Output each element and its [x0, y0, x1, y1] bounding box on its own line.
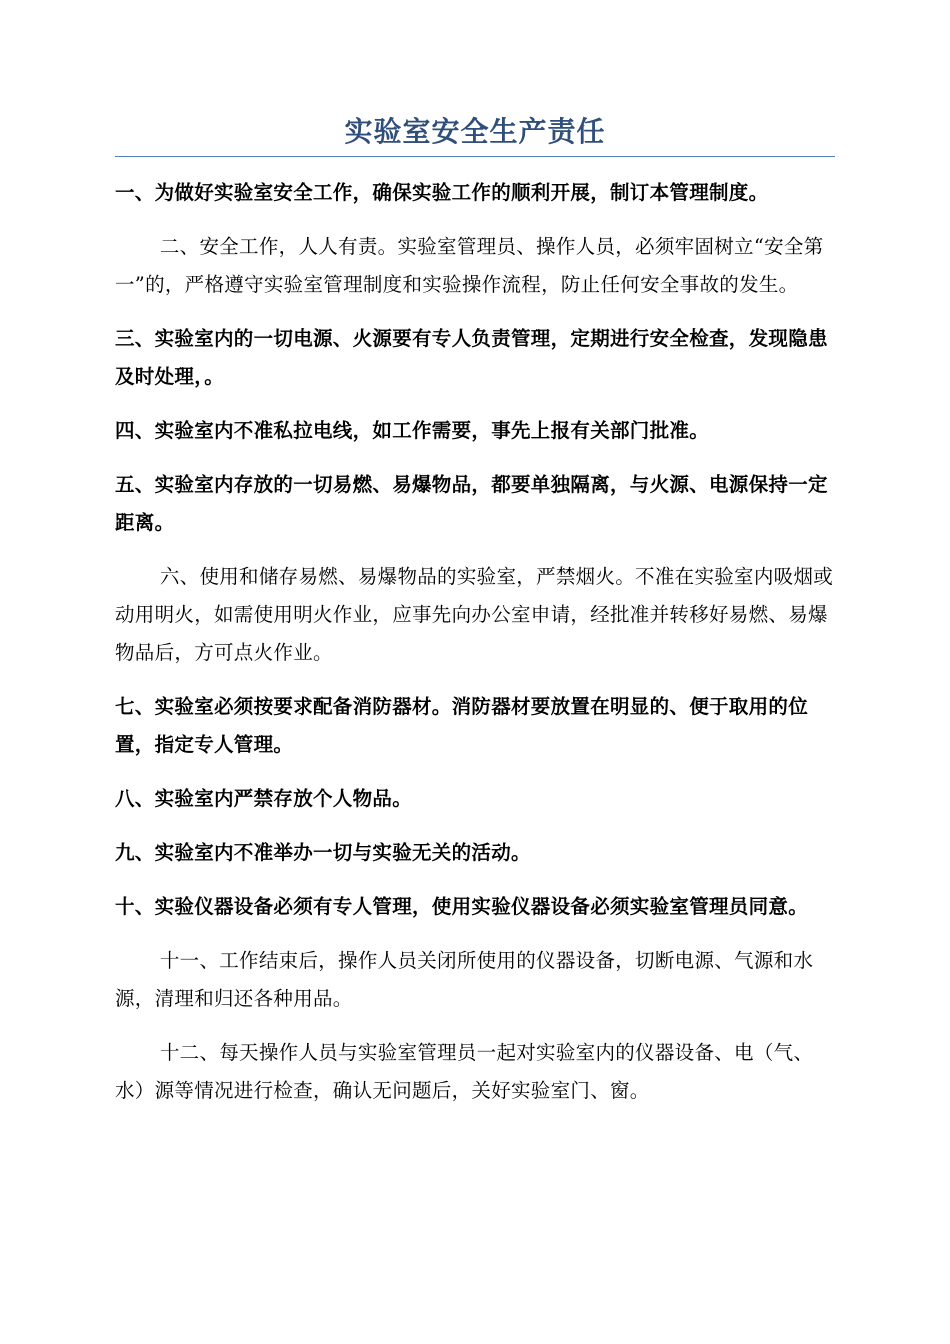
document-page: [115, 110, 835, 1126]
regulation-item-11: 十一、工作结束后，操作人员关闭所使用的仪器设备，切断电源、气源和水源，清理和归还各种用品。: [115, 949, 814, 1010]
regulation-item-8: 八、实验室内严禁存放个人物品。: [115, 787, 413, 810]
regulation-item-5: 五、实验室内存放的一切易燃、易爆物品，都要单独隔离，与火源、电源保持一定距离。: [115, 473, 828, 534]
regulation-item-7: 七、实验室必须按要求配备消防器材。消防器材要放置在明显的、便于取用的位置，指定专人管理。: [115, 695, 809, 756]
regulation-item-4: 四、实验室内不准私拉电线，如工作需要，事先上报有关部门批准。: [115, 419, 710, 442]
document-title: 实验室安全生产责任: [115, 110, 835, 157]
regulation-item-6: 六、使用和储存易燃、易爆物品的实验室，严禁烟火。不准在实验室内吸烟或动用明火，如需使用明火作业，应事先向办公室申请，经批准并转移好易燃、易爆物品后，方可点火作业。: [115, 565, 834, 664]
regulation-item-3: 三、实验室内的一切电源、火源要有专人负责管理，定期进行安全检查，发现隐患及时处理，。: [115, 327, 828, 388]
regulation-item-10: 十、实验仪器设备必须有专人管理，使用实验仪器设备必须实验室管理员同意。: [115, 895, 809, 918]
regulation-item-9: 九、实验室内不准举办一切与实验无关的活动。: [115, 841, 531, 864]
regulation-item-2: 二、安全工作，人人有责。实验室管理员、操作人员，必须牢固树立“安全第一”的，严格遵守实验室管理制度和实验操作流程，防止任何安全事故的发生。: [115, 235, 824, 296]
regulation-item-12: 十二、每天操作人员与实验室管理员一起对实验室内的仪器设备、电（气、水）源等情况进行检查，确认无问题后，关好实验室门、窗。: [115, 1041, 814, 1102]
regulation-item-1: 一、为做好实验室安全工作，确保实验工作的顺利开展，制订本管理制度。: [115, 181, 769, 204]
regulation-list: [115, 174, 835, 1110]
